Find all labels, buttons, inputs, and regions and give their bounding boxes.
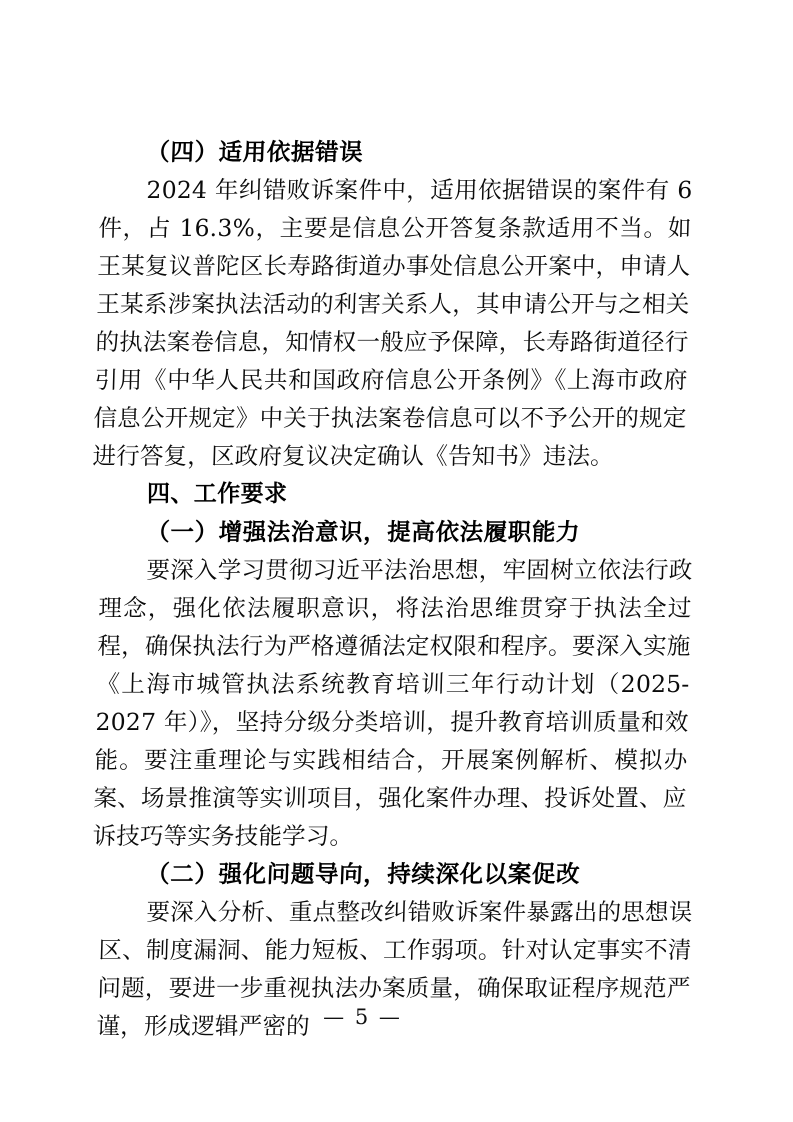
heading-section-4-4: （四）适用依据错误 xyxy=(145,138,364,166)
page-number: — 5 — xyxy=(323,1005,402,1029)
paragraph-applicable-basis: 2024 年纠错败诉案件中，适用依据错误的案件有 6 件，占 16.3%，主要是信息公开答复条款适用不当。如王某复议普陀区长寿路街道办事处信息公开案中，申请人王某系涉案执法活动的利害关系人，其申请公开与之相关的执法案卷信息，知情权一般应予保障，长寿路街道径行引用《中华人民共和国政府信息公开条例》《上海市政府信息公开规定》中关于执法案卷信息可以不予公开的规定进行答复，区政府复议决定确认《告知书》违法。 xyxy=(92,176,693,470)
heading-section-4: 四、工作要求 xyxy=(147,481,288,507)
heading-section-4-1: （一）增强法治意识，提高依法履职能力 xyxy=(145,518,581,546)
paragraph-problem-oriented: 要深入分析、重点整改纠错败诉案件暴露出的思想误区、制度漏洞、能力短板、工作弱项。针对认定事实不清问题，要进一步重视执法办案质量，确保取证程序规范严谨，形成逻辑严密的 xyxy=(96,898,693,1040)
heading-section-4-2: （二）强化问题导向，持续深化以案促改 xyxy=(145,860,581,888)
document-body xyxy=(92,133,693,1045)
paragraph-legal-awareness: 要深入学习贯彻习近平法治思想，牢固树立依法行政理念，强化依法履职意识，将法治思维贯穿于执法全过程，确保执法行为严格遵循法定权限和程序。要深入实施《上海市城管执法系统教育培训三年行动计划（2025-2027 年）》，坚持分级分类培训，提升教育培训质量和效能。要注重理论与实践相结合，开展案例解析、模拟办案、场景推演等实训项目，强化案件办理、投诉处置、应诉技巧等实务技能学习。 xyxy=(92,556,693,850)
